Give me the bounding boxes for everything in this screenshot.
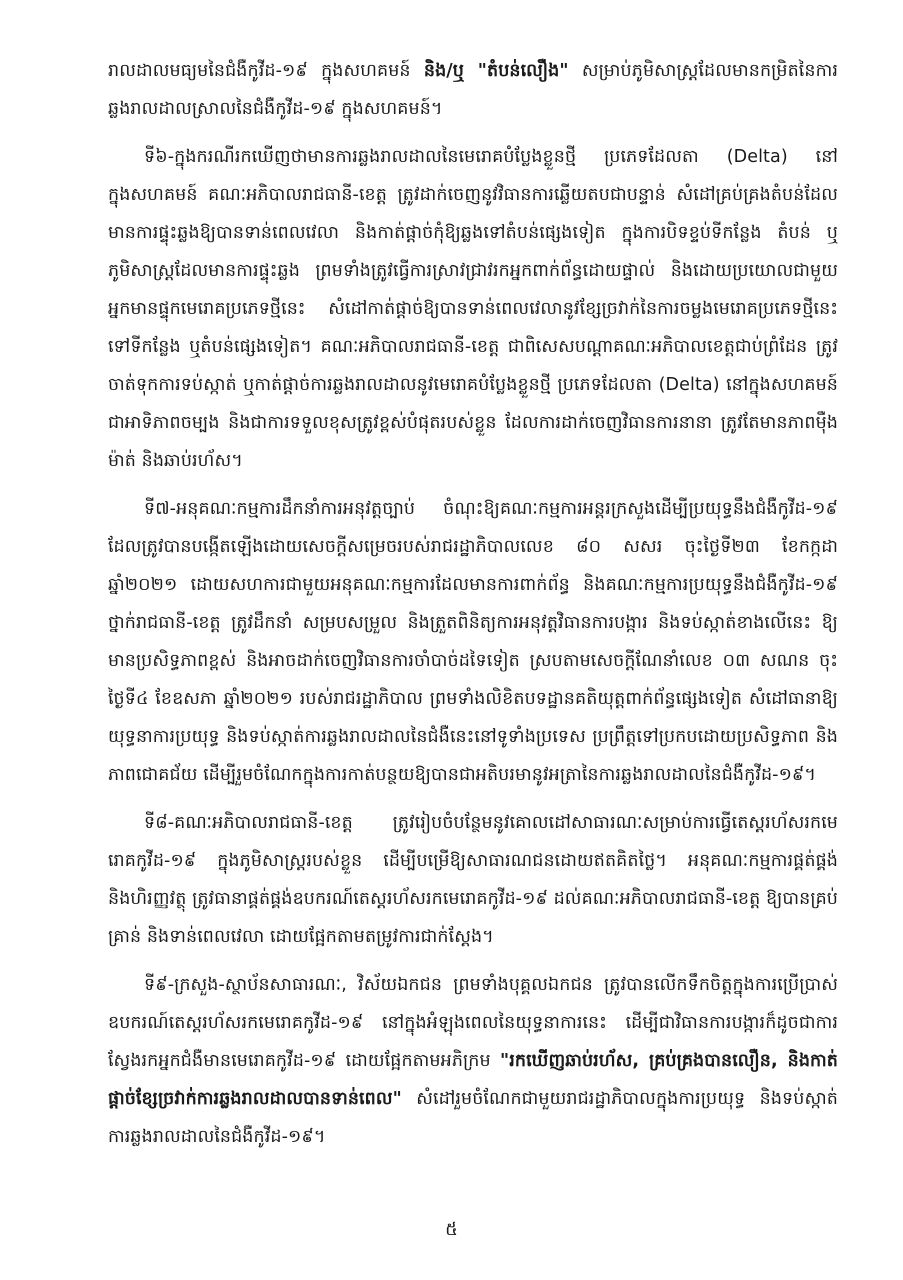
paragraph-item-8 bbox=[108, 804, 838, 956]
text-segment: ទី៧-អនុគណៈកម្មការដឹកនាំការអនុវត្តច្បាប់ ចំណុះឱ្យគណៈកម្មការអន្តរក្រសួងដើម្បីប្រយុទ្ធនឹងជំងឺកូវីដ-១៩ ដែលត្រូវបានបង្កើតឡើងដោយសេចក្តីសម្រេចរបស់រាជរដ្ឋាភិបាលលេខ ៨០ សសរ ចុះថ្ងៃទី២៣ ខែកក្កដា ឆ្នាំ២០២១ ដោយសហការជាមួយអនុគណៈកម្មការដែលមានការពាក់ព័ន្ធ និងគណៈកម្មការប្រយុទ្ធនឹងជំងឺកូវីដ-១៩ ថ្នាក់រាជធានី-ខេត្ត ត្រូវដឹកនាំ សម្របសម្រួល និងត្រួតពិនិត្យការអនុវត្តវិធានការបង្ការ និងទប់ស្កាត់ខាងលើនេះ ឱ្យមានប្រសិទ្ធភាពខ្ពស់ និងអាចដាក់ចេញវិធានការចាំបាច់ដទៃទៀត ស្របតាមសេចក្តីណែនាំលេខ ០៣ សណន ចុះថ្ងៃទី៤ ខែឧសភា ឆ្នាំ២០២១ របស់រាជរដ្ឋាភិបាល ព្រមទាំងលិខិតបទដ្ឋានគតិយុត្តពាក់ព័ន្ធផ្សេងទៀត សំដៅធានាឱ្យយុទ្ធនាការប្រយុទ្ធ និងទប់ស្កាត់ការឆ្លងរាលដាលនៃជំងឺនេះនៅទូទាំងប្រទេស ប្រព្រឹត្តទៅប្រកបដោយប្រសិទ្ធភាព និងភាពជោគជ័យ ដើម្បីរួមចំណែកក្នុងការកាត់បន្ថយឱ្យបានជាអតិបរមានូវអត្រានៃការឆ្លងរាលដាលនៃជំងឺកូវីដ-១៩។ bbox=[108, 499, 838, 785]
page-number: ៥ bbox=[445, 1219, 458, 1240]
document-body bbox=[108, 52, 838, 1166]
text-segment: ទី៦-ក្នុងករណីរកឃើញថាមានការឆ្លងរាលដាលនៃមេរោគបំប្លែងខ្លួនថ្មី ប្រភេទដែលតា (Delta) នៅក្នុងសហគមន៍ គណៈអភិបាលរាជធានី-ខេត្ត ត្រូវដាក់ចេញនូវវិធានការឆ្លើយតបជាបន្ទាន់ សំដៅគ្រប់គ្រងតំបន់ដែលមានការផ្ទុះឆ្លងឱ្យបានទាន់ពេលវេលា និងកាត់ផ្តាច់កុំឱ្យឆ្លងទៅតំបន់ផ្សេងទៀត ក្នុងការបិទខ្ទប់ទីកន្លែង តំបន់ ឬភូមិសាស្ត្រដែលមានការផ្ទុះឆ្លង ព្រមទាំងត្រូវធ្វើការស្រាវជ្រាវរកអ្នកពាក់ព័ន្ធដោយផ្ទាល់ និងដោយប្រយោលជាមួយអ្នកមានផ្ទុកមេរោគប្រភេទថ្មីនេះ សំដៅកាត់ផ្តាច់ឱ្យបានទាន់ពេលវេលានូវខ្សែច្រវាក់នៃការចម្លងមេរោគប្រភេទថ្មីនេះ ទៅទីកន្លែង ឬតំបន់ផ្សេងទៀត។ គណៈអភិបាលរាជធានី-ខេត្ត ជាពិសេសបណ្តាគណៈអភិបាលខេត្តជាប់ព្រំដែន ត្រូវចាត់ទុកការទប់ស្កាត់ ឬកាត់ផ្តាច់ការឆ្លងរាលដាលនូវមេរោគបំប្លែងខ្លួនថ្មី ប្រភេទដែលតា (Delta) នៅក្នុងសហគមន៍ ជាអាទិភាពចម្បង និងជាការទទួលខុសត្រូវខ្ពស់បំផុតរបស់ខ្លួន ដែលការដាក់ចេញវិធានការនានា ត្រូវតែមានភាពម៉ឺងម៉ាត់ និងឆាប់រហ័ស។ bbox=[108, 147, 838, 471]
paragraph-item-6 bbox=[108, 138, 838, 480]
text-segment: សំដៅរួមចំណែកជាមួយរាជរដ្ឋាភិបាលក្នុងការប្រយុទ្ធ និងទប់ស្កាត់ការឆ្លងរាលដាលនៃជំងឺកូវីដ-១៩។ bbox=[108, 1089, 838, 1147]
text-segment: ទី៨-គណៈអភិបាលរាជធានី-ខេត្ត ត្រូវរៀបចំបន្ថែមនូវគោលដៅសាធារណៈសម្រាប់ការធ្វើតេស្តរហ័សរកមេរោគកូវីដ-១៩ ក្នុងភូមិសាស្ត្ររបស់ខ្លួន ដើម្បីបម្រើឱ្យសាធារណជនដោយឥតគិតថ្លៃ។ អនុគណៈកម្មការផ្គត់ផ្គង់ និងហិរញ្ញវត្ថុ ត្រូវធានាផ្គត់ផ្គង់ឧបករណ៍តេស្តរហ័សរកមេរោគកូវីដ-១៩ ដល់គណៈអភិបាលរាជធានី-ខេត្ត ឱ្យបានគ្រប់គ្រាន់ និងទាន់ពេលវេលា ដោយផ្អែកតាមតម្រូវការជាក់ស្តែង។ bbox=[108, 813, 838, 947]
paragraph-item-7 bbox=[108, 490, 838, 794]
paragraph-item-9 bbox=[108, 966, 838, 1156]
text-segment-bold: និង/ឬ "តំបន់លឿង" bbox=[423, 61, 569, 81]
paragraph-continuation bbox=[108, 52, 838, 128]
text-segment: ទី៩-ក្រសួង-ស្ថាប័នសាធារណៈ, វិស័យឯកជន ព្រមទាំងបុគ្គលឯកជន ត្រូវបានលើកទឹកចិត្តក្នុងការប្រើប្រាស់ឧបករណ៍តេស្តរហ័សរកមេរោគកូវីដ-១៩ នៅក្នុងអំឡុងពេលនៃយុទ្ធនាការនេះ ដើម្បីជាវិធានការបង្ការក៏ដូចជាការស្វែងរកអ្នកជំងឺមានមេរោគកូវីដ-១៩ ដោយផ្អែកតាមអភិក្រម bbox=[108, 975, 838, 1071]
text-segment: សម្រាប់ភូមិសាស្ត្រដែលមានកម្រិតនៃការឆ្លងរាលដាលស្រាលនៃជំងឺកូវីដ-១៩ ក្នុងសហគមន៍។ bbox=[108, 61, 838, 119]
text-segment: រាលដាលមធ្យមនៃជំងឺកូវីដ-១៩ ក្នុងសហគមន៍ bbox=[108, 61, 424, 81]
text-segment-bold: "រកឃើញឆាប់រហ័ស, គ្រប់គ្រងបានលឿន, និងកាត់ផ្តាច់ខ្សែច្រវាក់ការឆ្លងរាលដាលបានទាន់ពេល" bbox=[108, 1051, 838, 1109]
